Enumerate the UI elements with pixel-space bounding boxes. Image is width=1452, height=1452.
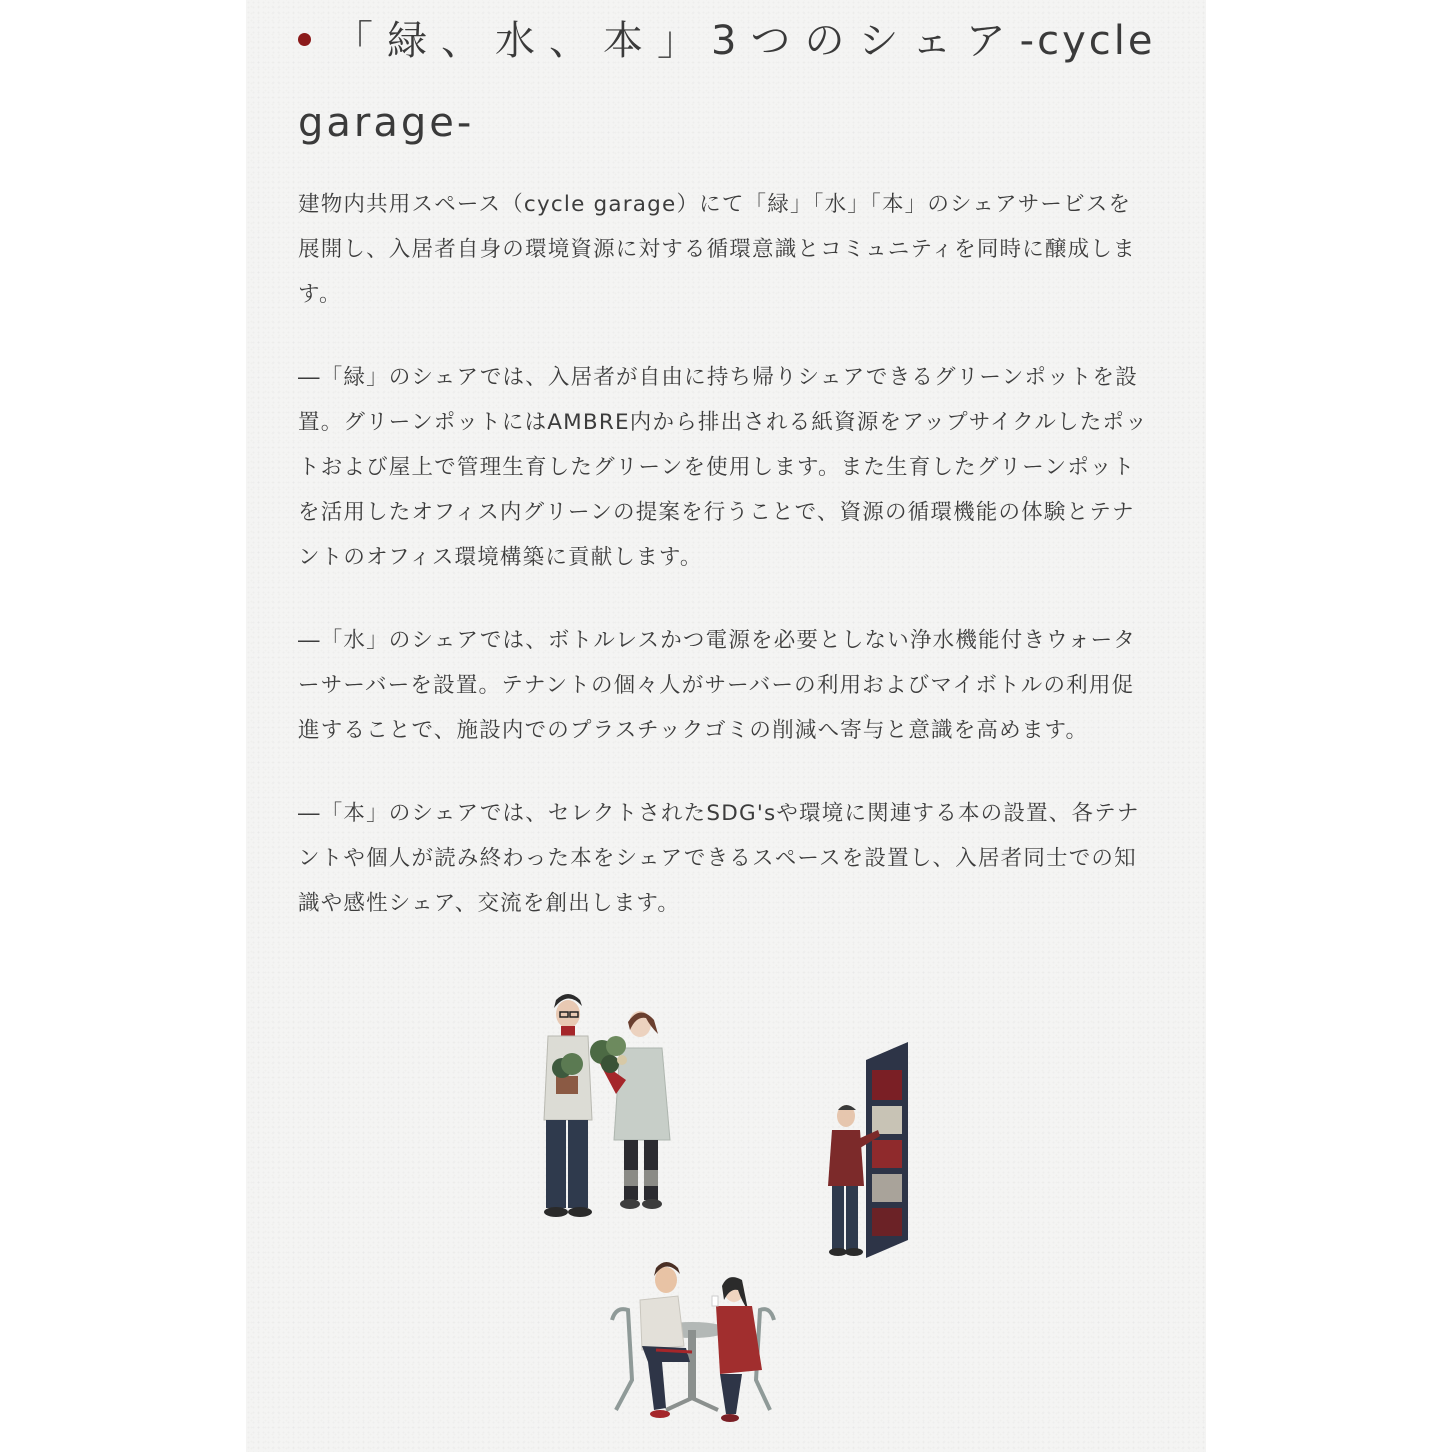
heading-jp: 「緑、水、本」3つのシェア: [333, 18, 1020, 64]
heading-en: -cycle garage-: [298, 18, 1156, 146]
cafe-table-illustration: [612, 1262, 774, 1422]
water-share-paragraph: ―「水」のシェアでは、ボトルレスかつ電源を必要としない浄水機能付きウォーターサーバーを設置。テナントの個々人がサーバーの利用およびマイボトルの利用促進することで、施設内でのプラスチックゴミの削減へ寄与と意識を高めます。: [298, 628, 1137, 743]
book-share-paragraph: ―「本」のシェアでは、セレクトされたSDG'sや環境に関連する本の設置、各テナントや個人が読み終わった本をシェアできるスペースを設置し、入居者同士での知識や感性シェア、交流を創出します。: [298, 801, 1140, 916]
bullet-dot-icon: [298, 33, 311, 46]
section-heading: [298, 0, 1158, 164]
couple-with-plants-illustration: [544, 994, 670, 1217]
bookshelf-illustration: [828, 1042, 908, 1258]
people-illustration: [516, 990, 936, 1440]
content-panel: [246, 0, 1206, 1452]
green-share-paragraph: ―「緑」のシェアでは、入居者が自由に持ち帰りシェアできるグリーンポットを設置。グリーンポットにはAMBRE内から排出される紙資源をアップサイクルしたポットおよび屋上で管理生育したグリーンを使用します。また生育したグリーンポットを活用したオフィス内グリーンの提案を行うことで、資源の循環機能の体験とテナントのオフィス環境構築に貢献します。: [298, 365, 1148, 570]
intro-paragraph: 建物内共用スペース（cycle garage）にて「緑」「水」「本」のシェアサービスを展開し、入居者自身の環境資源に対する循環意識とコミュニティを同時に醸成します。: [298, 192, 1136, 307]
section-body: [298, 182, 1150, 964]
